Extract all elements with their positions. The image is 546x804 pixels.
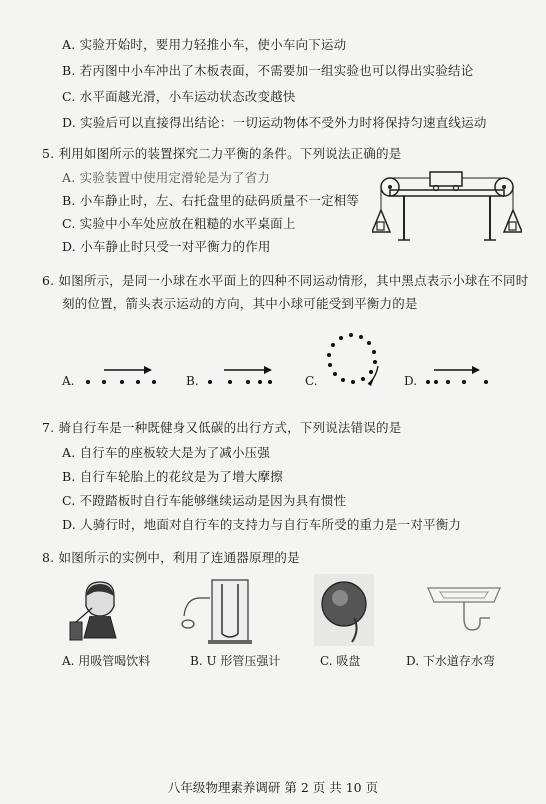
q5-option-d: D. 小车静止时只受一对平衡力的作用: [62, 239, 271, 254]
q6-motion-a: [80, 364, 170, 390]
q6-label-b: B.: [186, 374, 199, 388]
q4-option-a: A. 实验开始时，要用力轻推小车，使小车向下运动: [62, 37, 347, 52]
q6-motion-b: [204, 364, 294, 390]
q6-label-d: D.: [404, 374, 418, 388]
q8-caption-a: A. 用吸管喝饮料: [62, 654, 151, 668]
q4-option-c: C. 水平面越光滑，小车运动状态改变越快: [62, 89, 296, 104]
u-tube-manometer-figure: [180, 576, 260, 646]
q5-option-c: C. 实验中小车处应放在粗糙的水平桌面上: [62, 216, 296, 231]
q6-stem-line2: 刻的位置，箭头表示运动的方向，其中小球可能受到平衡力的是: [62, 296, 418, 311]
q7-stem: 7. 骑自行车是一种既健身又低碳的出行方式，下列说法错误的是: [42, 420, 402, 435]
suction-cup-figure: [314, 574, 374, 646]
q8-caption-d: D. 下水道存水弯: [406, 654, 495, 668]
q4-option-d: D. 实验后可以直接得出结论：一切运动物体不受外力时将保持匀速直线运动: [62, 115, 487, 130]
pulley-apparatus-figure: [372, 160, 522, 242]
arrow-right-icon: [80, 364, 170, 390]
sink-trap-figure: [424, 578, 504, 644]
q4-option-b: B. 若丙图中小车冲出了木板表面，不需要加一组实验也可以得出实验结论: [62, 63, 474, 78]
arrow-right-icon: [204, 364, 294, 390]
q6-label-a: A.: [62, 374, 75, 388]
q6-motion-d: [422, 364, 502, 390]
q6-motion-c: [318, 330, 384, 390]
q6-stem-line1: 6. 如图所示，是同一小球在水平面上的四种不同运动情形，其中黑点表示小球在不同时: [42, 273, 529, 288]
q7-option-c: C. 不蹬踏板时自行车能够继续运动是因为具有惯性: [62, 493, 347, 508]
q8-caption-c: C. 吸盘: [320, 654, 361, 668]
person-drinking-straw-figure: [64, 576, 134, 646]
q8-caption-b: B. U 形管压强计: [190, 654, 281, 668]
q6-label-c: C.: [305, 374, 318, 388]
q7-option-b: B. 自行车轮胎上的花纹是为了增大摩擦: [62, 469, 283, 484]
page-footer: 八年级物理素养调研 第 2 页 共 10 页: [167, 780, 379, 795]
q8-stem: 8. 如图所示的实例中，利用了连通器原理的是: [42, 550, 300, 565]
q7-option-a: A. 自行车的座板较大是为了减小压强: [62, 445, 271, 460]
arrow-right-icon: [422, 364, 502, 390]
q5-stem: 5. 利用如图所示的装置探究二力平衡的条件。下列说法正确的是: [42, 146, 402, 161]
q5-option-a: A. 实验装置中使用定滑轮是为了省力: [62, 170, 271, 185]
q5-option-b: B. 小车静止时，左、右托盘里的砝码质量不一定相等: [62, 193, 360, 208]
q7-option-d: D. 人骑行时，地面对自行车的支持力与自行车所受的重力是一对平衡力: [62, 517, 462, 532]
